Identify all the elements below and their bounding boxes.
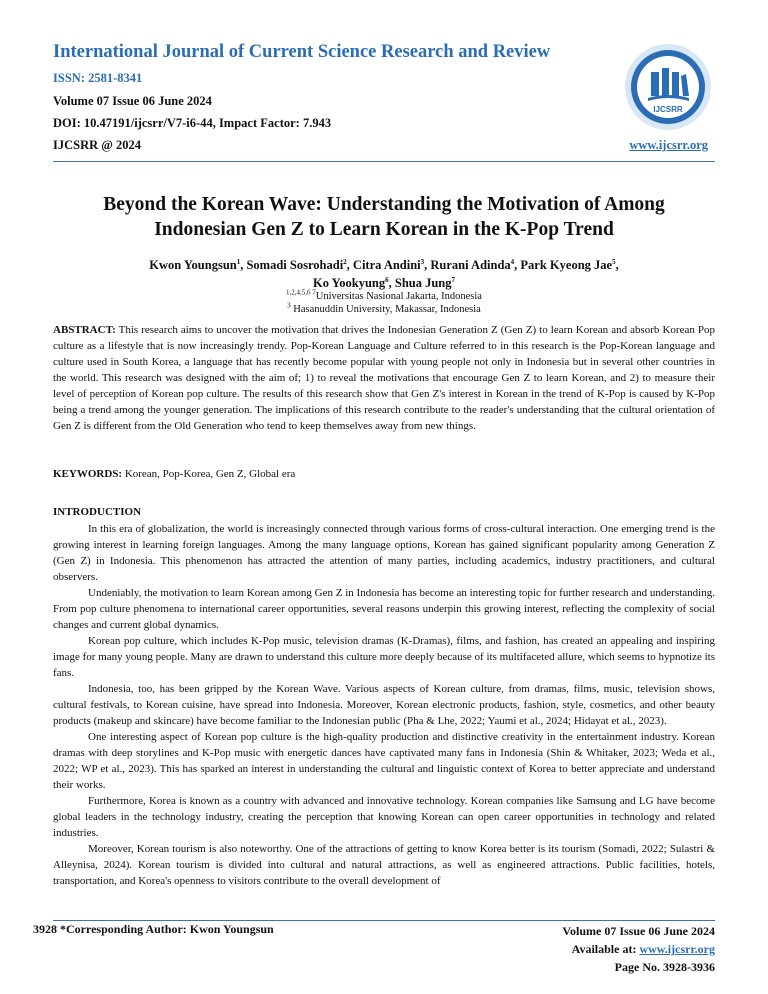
paragraph: In this era of globalization, the world is increasingly connected through various forms of cross-cultural interaction. One emerging trend is the growing interest in learning foreign languages. Among the many language options, Korean has gained significant popularity among Generation Z (Gen Z) in Indonesia. This phenomenon has attracted the attention of many parties, including academics, industry practitioners, and cultural observers. bbox=[53, 523, 715, 583]
keywords-label: KEYWORDS: bbox=[53, 468, 123, 480]
abstract bbox=[53, 322, 715, 434]
footer-available bbox=[562, 940, 715, 958]
authors-line-1: Kwon Youngsun$^1$, Somadi Sosrohadi$^2$, Citra Andini$^3$, Rurani Adinda$^4$, Park Kyeong Jae$^5$, bbox=[149, 257, 619, 272]
footer-right bbox=[562, 922, 715, 976]
footer-left bbox=[33, 922, 274, 937]
paragraph: Indonesia, too, has been gripped by the Korean Wave. Various aspects of Korean culture, from dramas, films, music, television shows, cultural festivals, to Korean cuisine, have spread into Indonesia. Moreover, Korean electronic products, fashion, style, cosmetics, and other beauty products (makeup and skincare) have become familiar to the Indonesian public (Pha & Lhe, 2022; Yaumi et al., 2024; Hidayat et al., 2023). bbox=[53, 683, 715, 727]
keywords-text: Korean, Pop-Korea, Gen Z, Global era bbox=[122, 468, 296, 480]
footer-divider bbox=[53, 920, 715, 921]
affiliation-1: $^{1,2,4,5,6 7}$Universitas Nasional Jakarta, Indonesia bbox=[286, 288, 482, 302]
footer-volume: Volume 07 Issue 06 June 2024 bbox=[562, 924, 715, 938]
abstract-label: ABSTRACT: bbox=[53, 324, 116, 336]
section-heading-introduction: INTRODUCTION bbox=[53, 506, 142, 518]
journal-header bbox=[53, 38, 715, 160]
page-footer bbox=[33, 922, 715, 982]
paragraph: Undeniably, the motivation to learn Korean among Gen Z in Indonesia has become an interesting topic for further research and understanding. From pop culture phenomena to international career opportunities, several reasons underpin this growing interest, reflecting the complexity of social changes and current global dynamics. bbox=[53, 587, 715, 631]
keywords bbox=[53, 466, 715, 482]
journal-title: International Journal of Current Science Research and Review bbox=[53, 42, 551, 62]
website-link[interactable]: www.ijcsrr.org bbox=[629, 138, 708, 152]
copyright: IJCSRR @ 2024 bbox=[53, 138, 142, 152]
svg-text:IJCSRR: IJCSRR bbox=[653, 105, 683, 114]
journal-logo-icon bbox=[623, 42, 713, 132]
abstract-text: This research aims to uncover the motivation that drives the Indonesian Generation Z (Gen Z) to learn Korean and absorb Korean Pop culture as a lifestyle that is now increasingly trendy. Pop-Korean Language and Culture referred to in this research is the Pop-Korean language and culture used in South Korea, a language that has recently become popular with young people not only in Indonesia but in several other countries in the world. This research was designed with the aim of; 1) to reveal the motivations that encourage Gen Z to learn Korean, and 2) to measure their level of perception of Korean pop culture. The results of this research show that Gen Z's interest in Korean in the trend of K-Pop is caused by K-Pop being a trend among the younger generation. The implications of this research contribute to the reader's understanding that the cultural orientation of Gen Z is different from the Old Generation who tend to keep themselves away from new things. bbox=[53, 324, 715, 432]
corresponding-author: *Corresponding Author: Kwon Youngsun bbox=[60, 922, 274, 936]
issn: ISSN: 2581-8341 bbox=[53, 71, 143, 85]
paragraph: One interesting aspect of Korean pop culture is the high-quality production and distinctive creativity in the entertainment industry. Korean dramas with deep storylines and K-Pop music with energetic dances have captivated many fans in Indonesia (Shin & Whitaker, 2023; Weda et al., 2022; WP et al., 2023). This has sparked an interest in understanding the cultural and linguistic context of Korea to better appreciate and understand their works. bbox=[53, 731, 715, 791]
available-label: Available at: bbox=[571, 942, 640, 956]
doi-impact: DOI: 10.47191/ijcsrr/V7-i6-44, Impact Factor: 7.943 bbox=[53, 116, 332, 130]
page-number: 3928 bbox=[33, 922, 57, 936]
authors-line-2: Ko Yookyung$^6$, Shua Jung$^7$ bbox=[312, 275, 456, 290]
paragraph: Furthermore, Korea is known as a country with advanced and innovative technology. Korean companies like Samsung and LG have become global leaders in the technology industry, creating the perception that knowing Korean can open career opportunities in technology and related industries. bbox=[53, 795, 715, 839]
paragraph: Moreover, Korean tourism is also noteworthy. One of the attractions of getting to know Korea better is its tourism (Somadi, 2022; Sulastri & Alleynisa, 2024). Korean tourism is divided into cultural and natural attractions, as well as engineered attractions. Public facilities, hotels, transportation, and Korea's openness to visitors contribute to the overall development of bbox=[53, 843, 715, 887]
paper-title: Beyond the Korean Wave: Understanding the Motivation of Among Indonesian Gen Z to Learn Korean in the K-Pop Trend bbox=[103, 194, 665, 240]
footer-website-link[interactable]: www.ijcsrr.org bbox=[639, 942, 715, 956]
header-divider bbox=[53, 161, 715, 162]
paragraph: Korean pop culture, which includes K-Pop music, television dramas (K-Dramas), films, and fashion, has created an appealing and inspiring image for many young people. Many are drawn to understand this culture more deeply because of its multifaceted allure, which seems to hypnotize its fans. bbox=[53, 635, 715, 679]
affiliations bbox=[70, 290, 698, 316]
volume-issue: Volume 07 Issue 06 June 2024 bbox=[53, 94, 212, 108]
introduction-body bbox=[53, 521, 715, 889]
affiliation-2: $^3$ Hasanuddin University, Makassar, Indonesia bbox=[287, 301, 481, 315]
footer-pages: Page No. 3928-3936 bbox=[614, 960, 715, 974]
author-list bbox=[70, 256, 698, 292]
